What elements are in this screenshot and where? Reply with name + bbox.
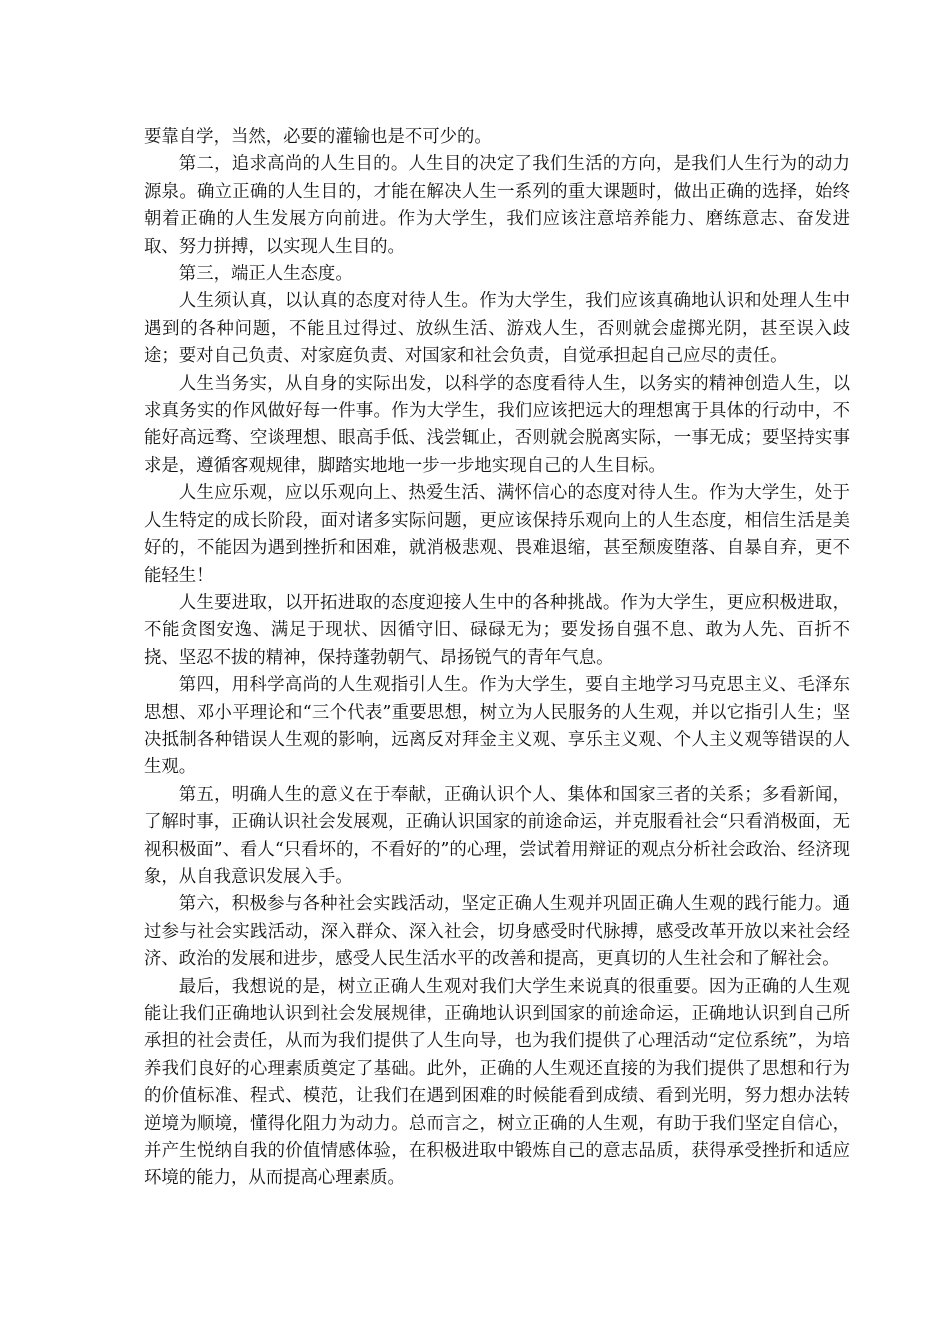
paragraph-fourth-point: 第四，用科学高尚的人生观指引人生。作为大学生，要自主地学习马克思主义、毛泽东思想、邓小平理论和“三个代表”重要思想，树立为人民服务的人生观，并以它指引人生；坚决抵制各种错误人生观的影响，远离反对拜金主义观、享乐主义观、个人主义观等错误的人生观。 [144,675,850,778]
paragraph-third-point: 第三，端正人生态度。 [178,264,353,285]
paragraph-fifth-point: 第五，明确人生的意义在于奉献，正确认识个人、集体和国家三者的关系；多看新闻，了解时事，正确认识社会发展观，正确认识国家的前途命运，并克服看社会“只看消极面，无视积极面”、看人“只看坏的，不看好的”的心理，尝试着用辩证的观点分析社会政治、经济现象，从自我意识发展入手。 [144,784,850,887]
paragraph-enterprising: 人生要进取，以开拓进取的态度迎接人生中的各种挑战。作为大学生，更应积极进取，不能贪图安逸、满足于现状、因循守旧、碌碌无为；要发扬自强不息、敢为人先、百折不挠、坚忍不拔的精神，保持蓬勃朝气、昂扬锐气的青年气息。 [144,592,850,668]
paragraph-sixth-point: 第六，积极参与各种社会实践活动，坚定正确人生观并巩固正确人生观的践行能力。通过参与社会实践活动，深入群众、深入社会，切身感受时代脉搏，感受改革开放以来社会经济、政治的发展和进步，感受人民生活水平的改善和提高，更真切的人生社会和了解社会。 [144,894,850,970]
document-body [144,124,850,1193]
paragraph-optimistic: 人生应乐观，应以乐观向上、热爱生活、满怀信心的态度对待人生。作为大学生，处于人生特定的成长阶段，面对诸多实际问题，更应该保持乐观向上的人生态度，相信生活是美好的，不能因为遇到挫折和困难，就消极悲观、畏难退缩，甚至颓废堕落、自暴自弃，更不能轻生！ [144,483,850,586]
paragraph-conclusion: 最后，我想说的是，树立正确人生观对我们大学生来说真的很重要。因为正确的人生观能让我们正确地认识到社会发展规律，正确地认识到国家的前途命运，正确地认识到自己所承担的社会责任，从而为我们提供了人生向导，也为我们提供了心理活动“定位系统”，为培养我们良好的心理素质奠定了基础。此外，正确的人生观还直接的为我们提供了思想和行为的价值标准、程式、模范，让我们在遇到困难的时候能看到成绩、看到光明，努力想办法转逆境为顺境，懂得化阻力为动力。总而言之，树立正确的人生观，有助于我们坚定自信心，并产生悦纳自我的价值情感体验，在积极进取中锻炼自己的意志品质，获得承受挫折和适应环境的能力，从而提高心理素质。 [144,976,850,1189]
paragraph-practical: 人生当务实，从自身的实际出发，以科学的态度看待人生，以务实的精神创造人生，以求真务实的作风做好每一件事。作为大学生，我们应该把远大的理想寓于具体的行动中，不能好高远骛、空谈理想、眼高手低、浅尝辄止，否则就会脱离实际，一事无成；要坚持实事求是，遵循客观规律，脚踏实地地一步一步地实现自己的人生目标。 [144,373,850,476]
paragraph-continuation: 要靠自学，当然，必要的灌输也是不可少的。 [144,127,492,147]
paragraph-earnest: 人生须认真，以认真的态度对待人生。作为大学生，我们应该真确地认识和处理人生中遇到的各种问题，不能且过得过、放纵生活、游戏人生，否则就会虚掷光阴，甚至误入歧途；要对自己负责、对家庭负责、对国家和社会负责，自觉承担起自己应尽的责任。 [144,291,850,367]
paragraph-second-point: 第二，追求高尚的人生目的。人生目的决定了我们生活的方向，是我们人生行为的动力源泉。确立正确的人生目的，才能在解决人生一系列的重大课题时，做出正确的选择，始终朝着正确的人生发展方向前进。作为大学生，我们应该注意培养能力、磨练意志、奋发进取、努力拼搏，以实现人生目的。 [144,154,850,257]
